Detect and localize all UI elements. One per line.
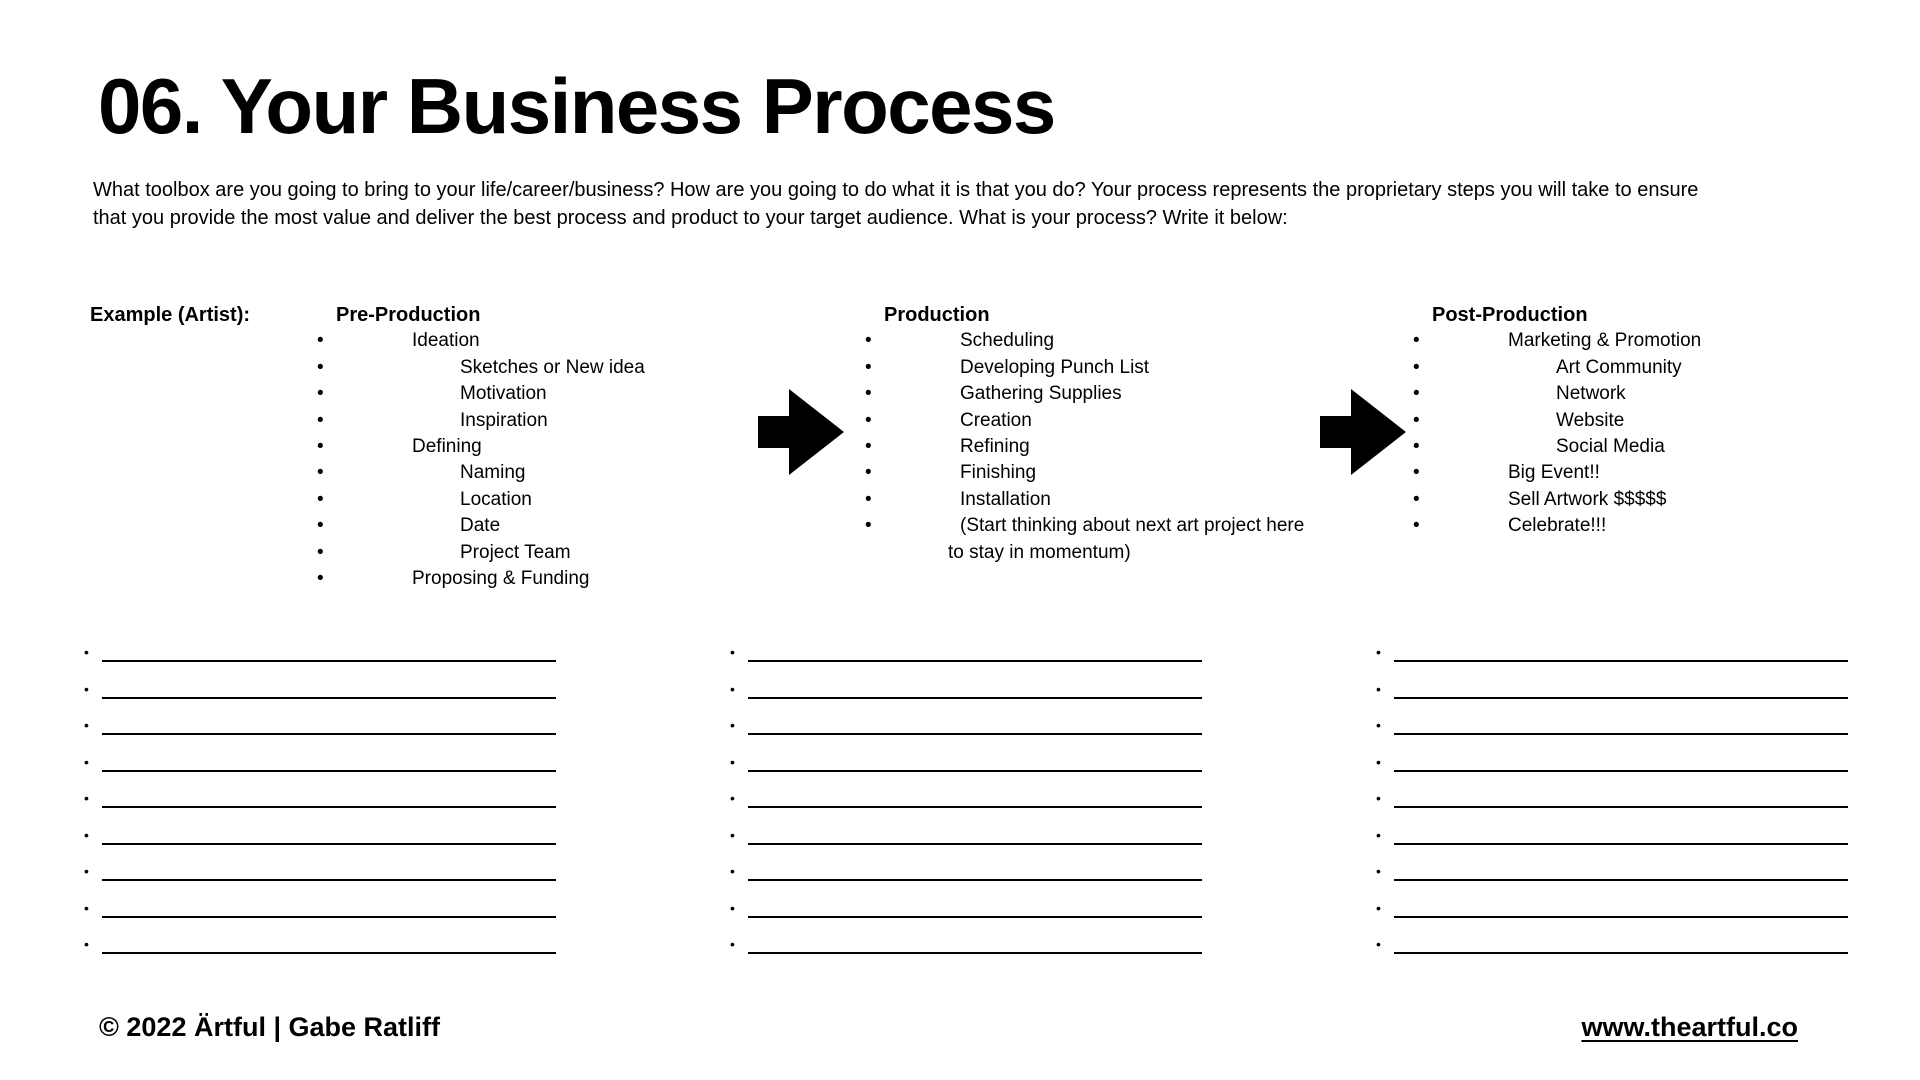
worksheet-line[interactable] [84,673,564,710]
list-subitem: • Website [1432,408,1832,434]
bullet-marker: • [84,753,89,770]
worksheet-line[interactable] [84,782,564,819]
list-item: • Scheduling [884,328,1324,354]
worksheet-line[interactable] [1376,673,1856,710]
blank-line [1394,733,1848,735]
blank-line [1394,916,1848,918]
worksheet-column-1 [84,636,564,965]
blank-line [748,806,1202,808]
blank-line [102,770,556,772]
production-list [884,328,1324,566]
worksheet-line[interactable] [84,636,564,673]
bullet-marker: • [730,936,735,952]
list-item: • Celebrate!!! [1432,513,1832,539]
post-production-list [1432,328,1832,539]
worksheet-line[interactable] [84,709,564,746]
bullet-marker: • [1376,899,1381,916]
blank-line [102,806,556,808]
bullet-marker: • [84,680,89,697]
arrow-right-icon [758,389,844,475]
list-subitem: • Social Media [1432,434,1832,460]
worksheet-line[interactable] [1376,746,1856,783]
bullet-marker: • [730,790,735,806]
list-item: • Marketing & Promotion [1432,328,1832,354]
bullet-marker: • [1376,644,1381,660]
production-column [884,302,1324,566]
bullet-marker: • [1376,753,1381,770]
blank-line [102,879,556,881]
worksheet-line[interactable] [730,673,1210,710]
list-item: • Defining [336,434,736,460]
bullet-marker: • [1376,863,1381,879]
worksheet-line[interactable] [1376,819,1856,856]
list-item-continuation: to stay in momentum) [948,541,1131,563]
blank-line [748,770,1202,772]
list-item: • Proposing & Funding [336,566,736,592]
worksheet-line[interactable] [1376,928,1856,965]
blank-line [1394,843,1848,845]
list-item: • Gathering Supplies [884,381,1324,407]
blank-line [102,952,556,954]
copyright-text: © 2022 Ärtful | Gabe Ratliff [99,1012,441,1042]
blank-line [748,916,1202,918]
worksheet-line[interactable] [730,819,1210,856]
list-subitem: • Network [1432,381,1832,407]
blank-line [748,697,1202,699]
blank-line [1394,770,1848,772]
bullet-marker: • [84,936,89,952]
blank-line [102,916,556,918]
bullet-marker: • [730,644,735,660]
worksheet-line[interactable] [84,746,564,783]
blank-line [748,660,1202,662]
list-subitem: • Naming [336,460,736,486]
bullet-marker: • [84,644,89,660]
worksheet-line[interactable] [730,855,1210,892]
list-subitem: • Date [336,513,736,539]
blank-line [748,952,1202,954]
worksheet-line[interactable] [84,892,564,929]
list-subitem: • Location [336,487,736,513]
worksheet-line[interactable] [1376,782,1856,819]
blank-line [1394,660,1848,662]
bullet-marker: • [730,753,735,770]
list-subitem: • Art Community [1432,355,1832,381]
worksheet-line[interactable] [84,819,564,856]
worksheet-line[interactable] [730,746,1210,783]
worksheet-column-3 [1376,636,1856,965]
worksheet-line[interactable] [1376,855,1856,892]
worksheet-line[interactable] [730,636,1210,673]
bullet-marker: • [730,826,735,843]
blank-line [748,879,1202,881]
worksheet-line[interactable] [1376,636,1856,673]
worksheet-line[interactable] [1376,892,1856,929]
intro-line: What toolbox are you going to bring to your life/career/business? How are you going to do what it is that you do? Your process represents the proprietary steps you will take to ensure [93,179,1699,201]
arrow-right-icon [1320,389,1406,475]
list-item: • Big Event!! [1432,460,1832,486]
bullet-marker: • [1376,826,1381,843]
production-heading: Production [884,304,990,326]
bullet-marker: • [1376,936,1381,952]
example-label: Example (Artist): [90,304,251,326]
list-subitem: • Project Team [336,540,736,566]
list-subitem: • Sketches or New idea [336,355,736,381]
bullet-marker: • [730,717,735,733]
list-item: • Sell Artwork $$$$$ [1432,487,1832,513]
blank-line [102,697,556,699]
pre-production-column [336,302,736,592]
bullet-marker: • [84,863,89,879]
page-title: 06. Your Business Process [98,62,1055,150]
bullet-marker: • [1376,717,1381,733]
bullet-marker: • [730,863,735,879]
blank-line [1394,879,1848,881]
list-subitem: • Inspiration [336,408,736,434]
blank-line [102,660,556,662]
blank-line [1394,806,1848,808]
bullet-marker: • [1376,790,1381,806]
pre-production-heading: Pre-Production [336,304,481,326]
worksheet-line[interactable] [730,928,1210,965]
list-item: • (Start thinking about next art project here [884,513,1324,539]
worksheet-line[interactable] [730,782,1210,819]
post-production-column [1432,302,1832,540]
worksheet-column-2 [730,636,1210,965]
blank-line [1394,952,1848,954]
list-item: • Refining [884,434,1324,460]
worksheet-line[interactable] [84,855,564,892]
list-item: • Finishing [884,460,1324,486]
bullet-marker: • [730,680,735,697]
worksheet-line[interactable] [730,892,1210,929]
worksheet-line[interactable] [1376,709,1856,746]
bullet-marker: • [84,899,89,916]
bullet-marker: • [730,899,735,916]
list-subitem: • Motivation [336,381,736,407]
blank-line [102,843,556,845]
pre-production-list [336,328,736,592]
bullet-marker: • [84,717,89,733]
bullet-marker: • [1376,680,1381,697]
worksheet-line[interactable] [84,928,564,965]
post-production-heading: Post-Production [1432,304,1588,326]
website-link[interactable]: www.theartful.co [1581,1012,1798,1042]
list-item: • Installation [884,487,1324,513]
blank-line [748,733,1202,735]
bullet-marker: • [84,826,89,843]
intro-line: that you provide the most value and deliver the best process and product to your target audience. What is your process? Write it below: [93,207,1288,229]
list-item: • Developing Punch List [884,355,1324,381]
blank-line [102,733,556,735]
blank-line [1394,697,1848,699]
bullet-marker: • [84,790,89,806]
list-item: • Creation [884,408,1324,434]
list-item: • Ideation [336,328,736,354]
intro-paragraph [93,176,1833,232]
worksheet-line[interactable] [730,709,1210,746]
blank-line [748,843,1202,845]
